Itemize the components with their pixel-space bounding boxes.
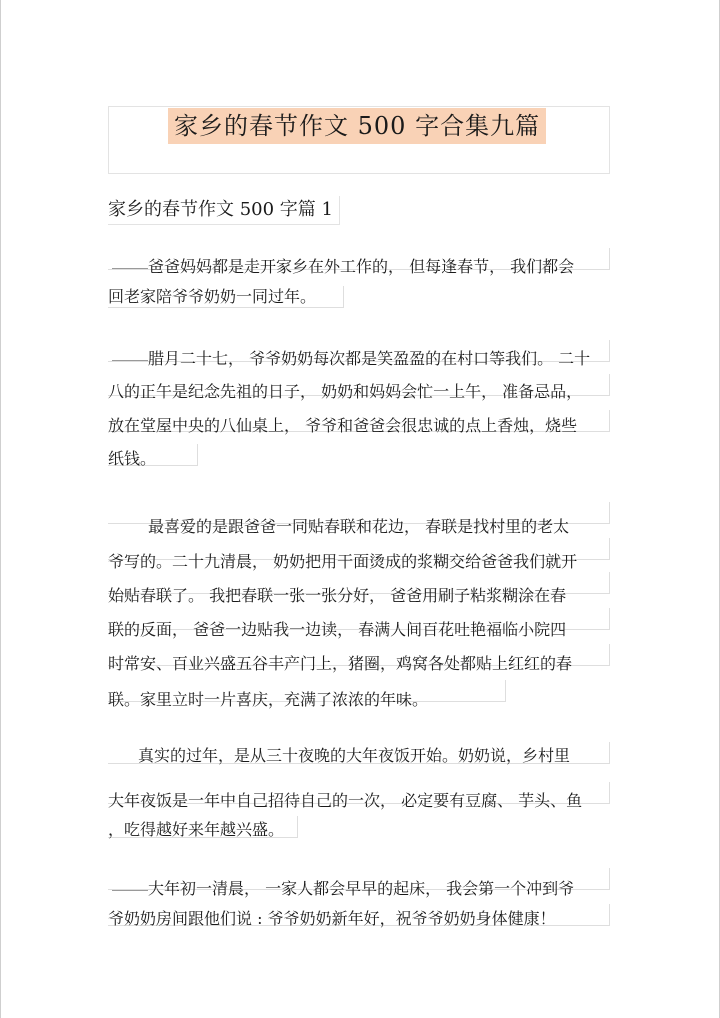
text-line: 回老家陪爷爷奶奶一同过年。 [108,287,317,306]
text-line: 八的正午是纪念先祖的日子， 奶奶和妈妈会忙一上午， 准备忌品， [108,382,583,401]
text-line: 爷奶奶房间跟他们说 : 爷爷奶奶新年好，祝爷爷奶奶身体健康！ [108,909,556,928]
text-line: 大年夜饭是一年中自己招待自己的一次， 必定要有豆腐、 芋头、鱼 [108,791,583,810]
page-left-edge [0,0,1,1018]
text-line: 爸爸妈妈都是走开家乡在外工作的， 但每逢春节， 我们都会 [148,257,575,276]
text-line: 爷写的。二十九清晨， 奶奶把用干面烫成的浆糊交给爸爸我们就开 [108,552,578,571]
text-line: 腊月二十七， 爷爷奶奶每次都是笑盈盈的在村口等我们。 二十 [148,349,591,368]
text-line: 联。家里立时一片喜庆，充满了浓浓的年味。 [108,690,429,709]
text-line: ，吃得越好来年越兴盛。 [108,820,285,839]
text-line: 放在堂屋中央的八仙桌上， 爷爷和爸爸会很忠诚的点上香烛，烧些 [108,416,578,435]
text-line: 始贴春联了。 我把春联一张一张分好， 爸爸用刷子粘浆糊涂在春 [108,586,567,605]
text-line: 真实的过年，是从三十夜晚的大年夜饭开始。奶奶说，乡村里 [138,746,571,765]
text-line: 联的反面， 爸爸一边贴我一边读， 春满人间百花吐艳福临小院四 [108,620,567,639]
document-title: 家乡的春节作文 500 字合集九篇 [168,108,546,144]
section-heading: 家乡的春节作文 500 字篇 1 [108,196,340,225]
indent-mark [112,890,148,891]
text-line: 大年初一清晨， 一家人都会早早的起床， 我会第一个冲到爷 [148,879,575,898]
text-line: 纸钱。 [108,449,157,468]
text-line: 最喜爱的是跟爸爸一同贴春联和花边， 春联是找村里的老太 [148,517,570,536]
text-line: 时常安、百业兴盛五谷丰产门上，猪圈，鸡窝各处都贴上红红的春 [108,654,573,673]
